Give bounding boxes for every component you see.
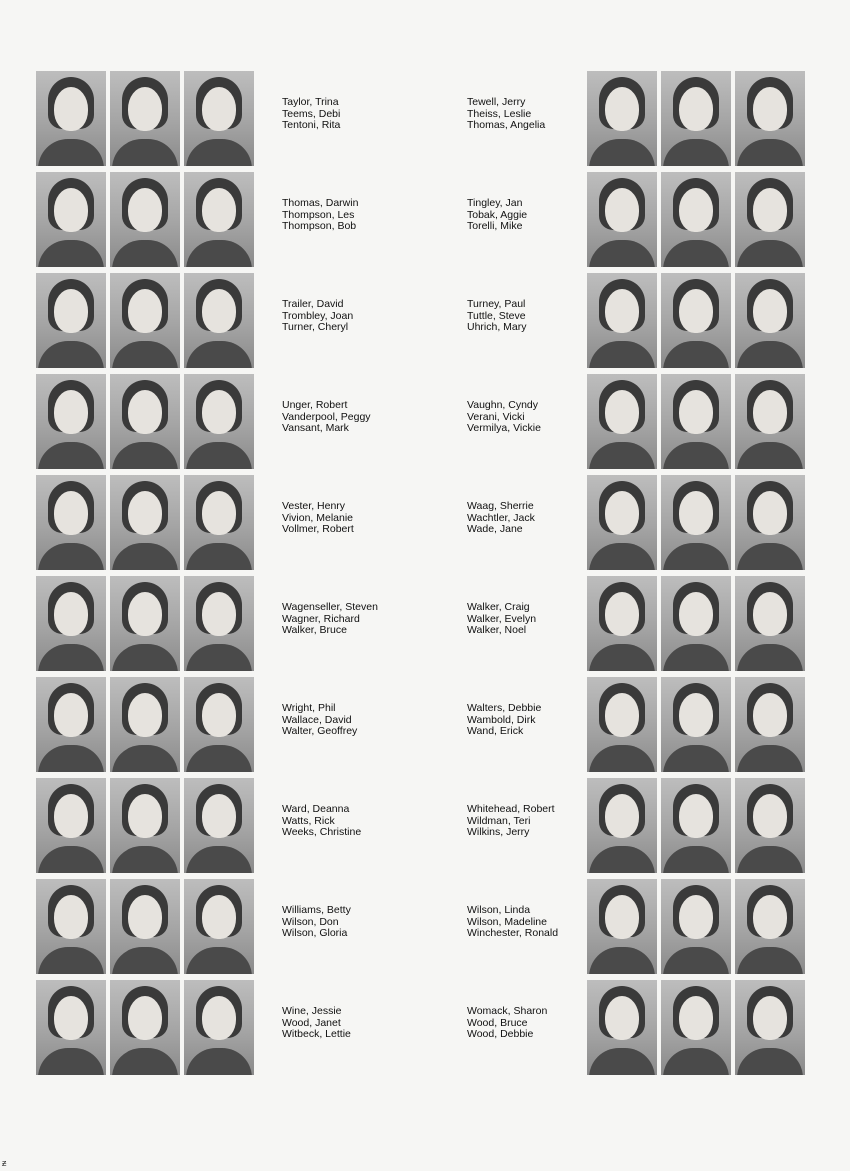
- left-name-list: [282, 905, 351, 940]
- photo-face: [54, 491, 88, 535]
- student-name: Waag, Sherrie: [467, 500, 534, 512]
- student-photo: [36, 879, 106, 974]
- student-row: [0, 273, 850, 370]
- photo-shoulders: [38, 543, 104, 570]
- right-name-list: [467, 602, 536, 637]
- photo-shoulders: [737, 341, 803, 368]
- photo-shoulders: [737, 745, 803, 772]
- photo-face: [679, 693, 713, 737]
- student-photo: [735, 778, 805, 873]
- photo-shoulders: [737, 1048, 803, 1075]
- photo-shoulders: [112, 846, 178, 873]
- student-name: Turney, Paul: [467, 298, 526, 310]
- right-name-list: [467, 804, 555, 839]
- right-photo-strip: [587, 980, 805, 1075]
- student-photo: [587, 778, 657, 873]
- left-photo-strip: [36, 475, 254, 570]
- student-name: Wildman, Teri: [467, 814, 531, 827]
- photo-face: [128, 491, 162, 535]
- photo-shoulders: [112, 341, 178, 368]
- student-name: Wagenseller, Steven: [282, 601, 378, 613]
- photo-shoulders: [737, 139, 803, 166]
- student-photo: [587, 980, 657, 1075]
- student-photo: [36, 71, 106, 166]
- photo-face: [753, 592, 787, 636]
- student-photo: [184, 576, 254, 671]
- student-photo: [36, 980, 106, 1075]
- photo-shoulders: [38, 947, 104, 974]
- student-photo: [36, 778, 106, 873]
- photo-shoulders: [589, 846, 655, 873]
- photo-shoulders: [112, 947, 178, 974]
- right-name-list: [467, 703, 541, 738]
- photo-shoulders: [737, 240, 803, 267]
- student-name: Vollmer, Robert: [282, 523, 354, 535]
- student-name: Taylor, Trina: [282, 96, 339, 108]
- student-row: [0, 172, 850, 269]
- left-photo-strip: [36, 576, 254, 671]
- student-photo: [184, 374, 254, 469]
- student-row: [0, 475, 850, 572]
- student-name: Walker, Noel: [467, 624, 527, 636]
- photo-shoulders: [38, 745, 104, 772]
- student-photo: [110, 273, 180, 368]
- student-name: Wilson, Linda: [467, 904, 531, 916]
- photo-shoulders: [112, 644, 178, 671]
- photo-shoulders: [663, 846, 729, 873]
- student-name: Tingley, Jan: [467, 197, 523, 209]
- photo-shoulders: [112, 1048, 178, 1075]
- student-name: Uhrich, Mary: [467, 321, 527, 333]
- photo-shoulders: [38, 240, 104, 267]
- photo-face: [54, 794, 88, 838]
- student-name: Vester, Henry: [282, 500, 346, 512]
- photo-face: [605, 794, 639, 838]
- student-name: Tentoni, Rita: [282, 119, 341, 131]
- student-photo: [184, 273, 254, 368]
- left-name-list: [282, 198, 358, 233]
- photo-face: [128, 996, 162, 1040]
- student-name: Wand, Erick: [467, 725, 524, 737]
- right-photo-strip: [587, 778, 805, 873]
- student-name: Witbeck, Lettie: [282, 1028, 351, 1040]
- photo-shoulders: [38, 644, 104, 671]
- student-name: Wachtler, Jack: [467, 511, 535, 524]
- photo-shoulders: [663, 139, 729, 166]
- student-photo: [661, 475, 731, 570]
- right-name-list: [467, 1006, 547, 1041]
- student-photo: [587, 879, 657, 974]
- photo-shoulders: [186, 947, 252, 974]
- student-photo: [184, 778, 254, 873]
- student-name: Wilkins, Jerry: [467, 826, 530, 838]
- student-name: Wilson, Madeline: [467, 915, 547, 928]
- photo-face: [605, 289, 639, 333]
- photo-shoulders: [112, 543, 178, 570]
- photo-shoulders: [737, 442, 803, 469]
- photo-face: [128, 895, 162, 939]
- student-photo: [36, 374, 106, 469]
- student-photo: [661, 980, 731, 1075]
- photo-shoulders: [38, 1048, 104, 1075]
- student-name: Thomas, Darwin: [282, 197, 359, 209]
- photo-face: [128, 794, 162, 838]
- photo-shoulders: [663, 341, 729, 368]
- photo-shoulders: [112, 745, 178, 772]
- student-photo: [184, 677, 254, 772]
- photo-face: [54, 87, 88, 131]
- photo-shoulders: [589, 341, 655, 368]
- photo-face: [128, 592, 162, 636]
- photo-face: [202, 693, 236, 737]
- photo-shoulders: [186, 139, 252, 166]
- student-name: Wood, Janet: [282, 1016, 341, 1029]
- student-name: Turner, Cheryl: [282, 321, 349, 333]
- student-photo: [661, 778, 731, 873]
- photo-face: [202, 592, 236, 636]
- student-row: [0, 980, 850, 1077]
- student-name: Torelli, Mike: [467, 220, 523, 232]
- student-name: Walters, Debbie: [467, 702, 542, 714]
- left-name-list: [282, 602, 378, 637]
- student-name: Tuttle, Steve: [467, 309, 526, 322]
- photo-face: [54, 390, 88, 434]
- left-photo-strip: [36, 879, 254, 974]
- photo-shoulders: [112, 240, 178, 267]
- left-name-list: [282, 1006, 351, 1041]
- student-name: Vanderpool, Peggy: [282, 410, 371, 423]
- photo-face: [679, 289, 713, 333]
- student-name: Womack, Sharon: [467, 1005, 548, 1017]
- photo-shoulders: [589, 240, 655, 267]
- photo-face: [753, 794, 787, 838]
- photo-shoulders: [112, 442, 178, 469]
- photo-face: [679, 188, 713, 232]
- student-name: Winchester, Ronald: [467, 927, 559, 939]
- right-photo-strip: [587, 172, 805, 267]
- student-row: [0, 576, 850, 673]
- photo-face: [128, 693, 162, 737]
- photo-face: [54, 996, 88, 1040]
- right-name-list: [467, 400, 541, 435]
- left-photo-strip: [36, 71, 254, 166]
- photo-face: [605, 491, 639, 535]
- right-photo-strip: [587, 475, 805, 570]
- student-name: Wilson, Gloria: [282, 927, 348, 939]
- photo-shoulders: [589, 543, 655, 570]
- student-name: Weeks, Christine: [282, 826, 362, 838]
- student-name: Williams, Betty: [282, 904, 351, 916]
- photo-shoulders: [186, 1048, 252, 1075]
- left-name-list: [282, 501, 354, 536]
- photo-shoulders: [663, 947, 729, 974]
- student-name: Wambold, Dirk: [467, 713, 536, 726]
- student-name: Thompson, Les: [282, 208, 355, 221]
- student-name: Watts, Rick: [282, 814, 335, 827]
- student-photo: [587, 71, 657, 166]
- photo-face: [54, 592, 88, 636]
- student-photo: [110, 980, 180, 1075]
- photo-face: [605, 592, 639, 636]
- student-name: Ward, Deanna: [282, 803, 350, 815]
- student-name: Thomas, Angelia: [467, 119, 546, 131]
- photo-face: [202, 289, 236, 333]
- student-photo: [661, 71, 731, 166]
- photo-shoulders: [663, 543, 729, 570]
- photo-shoulders: [186, 341, 252, 368]
- left-photo-strip: [36, 374, 254, 469]
- student-photo: [735, 71, 805, 166]
- student-photo: [36, 576, 106, 671]
- photo-face: [679, 996, 713, 1040]
- photo-shoulders: [663, 1048, 729, 1075]
- photo-face: [753, 895, 787, 939]
- photo-face: [128, 87, 162, 131]
- student-photo: [735, 172, 805, 267]
- photo-shoulders: [589, 442, 655, 469]
- photo-shoulders: [589, 644, 655, 671]
- student-photo: [184, 879, 254, 974]
- photo-shoulders: [663, 644, 729, 671]
- left-name-list: [282, 703, 357, 738]
- right-photo-strip: [587, 879, 805, 974]
- student-name: Teems, Debi: [282, 107, 341, 120]
- student-photo: [587, 475, 657, 570]
- photo-shoulders: [589, 1048, 655, 1075]
- right-name-list: [467, 299, 527, 334]
- photo-shoulders: [589, 745, 655, 772]
- photo-face: [753, 188, 787, 232]
- student-photo: [735, 879, 805, 974]
- student-name: Walker, Evelyn: [467, 612, 537, 625]
- photo-shoulders: [38, 139, 104, 166]
- student-name: Wade, Jane: [467, 523, 523, 535]
- student-photo: [587, 677, 657, 772]
- student-photo: [661, 576, 731, 671]
- photo-face: [679, 390, 713, 434]
- photo-shoulders: [737, 846, 803, 873]
- student-name: Vaughn, Cyndy: [467, 399, 539, 411]
- student-name: Vermilya, Vickie: [467, 422, 541, 434]
- student-row: [0, 71, 850, 168]
- student-photo: [661, 677, 731, 772]
- right-photo-strip: [587, 576, 805, 671]
- student-photo: [735, 576, 805, 671]
- right-photo-strip: [587, 273, 805, 368]
- photo-face: [202, 996, 236, 1040]
- right-name-list: [467, 501, 535, 536]
- right-name-list: [467, 97, 545, 132]
- student-name: Wagner, Richard: [282, 612, 360, 625]
- photo-face: [679, 491, 713, 535]
- student-photo: [110, 879, 180, 974]
- student-photo: [661, 273, 731, 368]
- student-name: Vivion, Melanie: [282, 511, 354, 524]
- photo-shoulders: [737, 543, 803, 570]
- photo-shoulders: [186, 543, 252, 570]
- photo-shoulders: [663, 240, 729, 267]
- left-photo-strip: [36, 980, 254, 1075]
- photo-shoulders: [186, 442, 252, 469]
- student-photo: [110, 374, 180, 469]
- student-photo: [735, 273, 805, 368]
- student-row: [0, 778, 850, 875]
- left-name-list: [282, 97, 340, 132]
- photo-shoulders: [737, 947, 803, 974]
- student-name: Wallace, David: [282, 713, 352, 726]
- student-photo: [587, 273, 657, 368]
- left-photo-strip: [36, 273, 254, 368]
- photo-face: [679, 87, 713, 131]
- student-name: Vansant, Mark: [282, 422, 349, 434]
- student-photo: [36, 172, 106, 267]
- student-row: [0, 374, 850, 471]
- student-name: Wilson, Don: [282, 915, 339, 928]
- student-photo: [184, 980, 254, 1075]
- student-row: [0, 879, 850, 976]
- photo-face: [753, 491, 787, 535]
- photo-shoulders: [663, 442, 729, 469]
- student-name: Walker, Bruce: [282, 624, 347, 636]
- photo-face: [202, 390, 236, 434]
- photo-face: [679, 794, 713, 838]
- photo-shoulders: [112, 139, 178, 166]
- student-photo: [661, 374, 731, 469]
- photo-face: [202, 188, 236, 232]
- student-photo: [110, 677, 180, 772]
- student-photo: [661, 172, 731, 267]
- photo-face: [605, 188, 639, 232]
- student-photo: [735, 374, 805, 469]
- photo-face: [679, 592, 713, 636]
- student-photo: [110, 172, 180, 267]
- photo-face: [128, 390, 162, 434]
- student-photo: [184, 71, 254, 166]
- student-name: Unger, Robert: [282, 399, 348, 411]
- student-name: Walker, Craig: [467, 601, 530, 613]
- student-photo: [735, 677, 805, 772]
- photo-face: [202, 491, 236, 535]
- student-name: Wood, Debbie: [467, 1028, 534, 1040]
- student-name: Tewell, Jerry: [467, 96, 526, 108]
- photo-face: [202, 895, 236, 939]
- photo-shoulders: [38, 846, 104, 873]
- photo-face: [54, 693, 88, 737]
- student-photo: [735, 475, 805, 570]
- photo-face: [605, 693, 639, 737]
- student-name: Thompson, Bob: [282, 220, 357, 232]
- student-photo: [587, 172, 657, 267]
- student-photo: [36, 475, 106, 570]
- left-photo-strip: [36, 172, 254, 267]
- student-photo: [110, 778, 180, 873]
- student-name: Tobak, Aggie: [467, 208, 528, 221]
- photo-shoulders: [589, 947, 655, 974]
- student-photo: [587, 576, 657, 671]
- right-photo-strip: [587, 374, 805, 469]
- right-photo-strip: [587, 71, 805, 166]
- photo-face: [753, 996, 787, 1040]
- student-photo: [735, 980, 805, 1075]
- photo-face: [202, 87, 236, 131]
- photo-face: [679, 895, 713, 939]
- left-name-list: [282, 400, 371, 435]
- photo-face: [605, 996, 639, 1040]
- student-photo: [36, 273, 106, 368]
- student-name: Walter, Geoffrey: [282, 725, 358, 737]
- student-photo: [184, 172, 254, 267]
- student-name: Theiss, Leslie: [467, 107, 532, 120]
- student-name: Wine, Jessie: [282, 1005, 342, 1017]
- photo-shoulders: [663, 745, 729, 772]
- photo-shoulders: [186, 846, 252, 873]
- photo-face: [753, 693, 787, 737]
- photo-shoulders: [186, 745, 252, 772]
- photo-face: [605, 87, 639, 131]
- student-name: Wood, Bruce: [467, 1016, 528, 1029]
- photo-face: [54, 895, 88, 939]
- photo-shoulders: [38, 341, 104, 368]
- photo-shoulders: [737, 644, 803, 671]
- photo-face: [54, 289, 88, 333]
- student-name: Trombley, Joan: [282, 309, 354, 322]
- left-name-list: [282, 299, 353, 334]
- photo-face: [753, 87, 787, 131]
- right-photo-strip: [587, 677, 805, 772]
- photo-shoulders: [186, 240, 252, 267]
- student-photo: [110, 576, 180, 671]
- student-photo: [110, 71, 180, 166]
- left-photo-strip: [36, 778, 254, 873]
- right-name-list: [467, 905, 558, 940]
- student-row: [0, 677, 850, 774]
- student-photo: [110, 475, 180, 570]
- corner-mark: ƶ: [2, 1158, 7, 1168]
- student-photo: [36, 677, 106, 772]
- photo-face: [753, 289, 787, 333]
- right-name-list: [467, 198, 527, 233]
- photo-shoulders: [38, 442, 104, 469]
- student-name: Wright, Phil: [282, 702, 336, 714]
- student-name: Whitehead, Robert: [467, 803, 555, 815]
- photo-face: [605, 390, 639, 434]
- photo-face: [753, 390, 787, 434]
- student-photo: [587, 374, 657, 469]
- student-photo: [661, 879, 731, 974]
- student-name: Verani, Vicki: [467, 410, 525, 423]
- photo-shoulders: [186, 644, 252, 671]
- student-photo: [184, 475, 254, 570]
- left-name-list: [282, 804, 361, 839]
- photo-shoulders: [589, 139, 655, 166]
- left-photo-strip: [36, 677, 254, 772]
- photo-face: [128, 289, 162, 333]
- photo-face: [605, 895, 639, 939]
- photo-face: [128, 188, 162, 232]
- student-name: Trailer, David: [282, 298, 344, 310]
- photo-face: [54, 188, 88, 232]
- photo-face: [202, 794, 236, 838]
